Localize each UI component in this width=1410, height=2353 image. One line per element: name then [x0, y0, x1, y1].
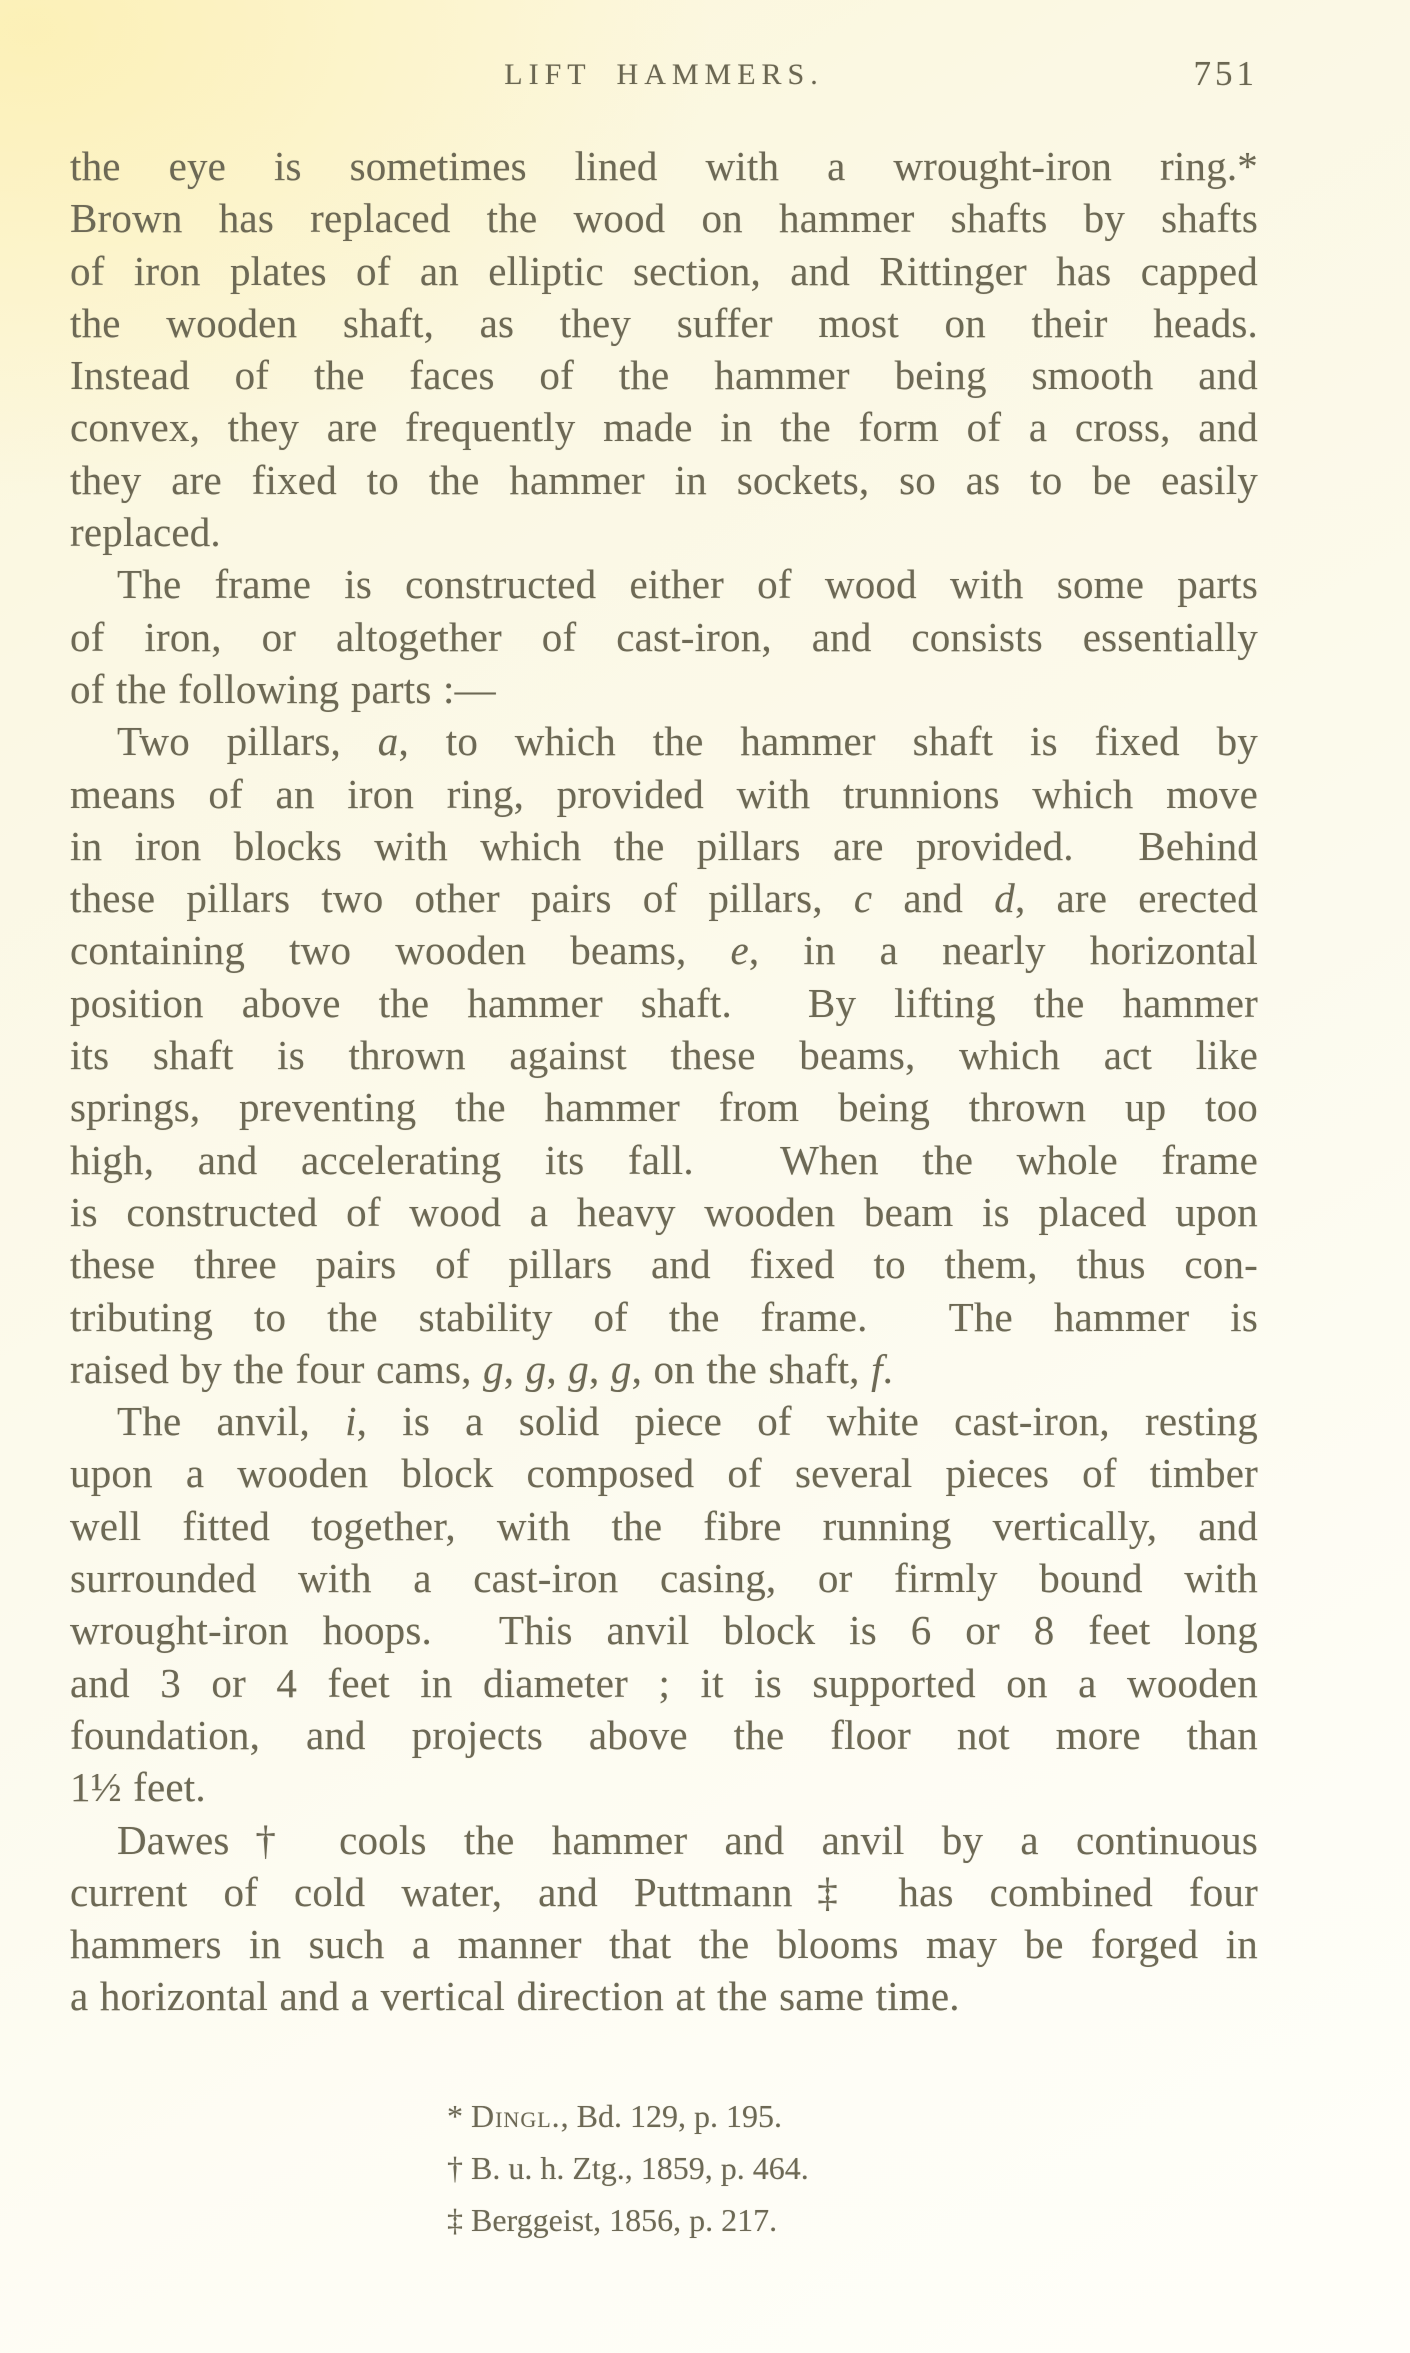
text-line: tributing to the stability of the frame. The hammer is: [70, 1293, 1258, 1340]
paragraph: [70, 715, 1258, 1395]
text-line: The frame is constructed either of wood with some parts: [117, 561, 1258, 608]
footnote-line: * Dingl., Bd. 129, p. 195.: [447, 2098, 782, 2134]
paragraph: [70, 558, 1258, 715]
text-line: these pillars two other pairs of pillars, c and d, are erected: [70, 875, 1259, 922]
text-line: they are fixed to the hammer in sockets, so as to be easily: [70, 456, 1258, 503]
text-line: upon a wooden block composed of several pieces of timber: [70, 1450, 1258, 1497]
text-line: of iron, or altogether of cast-iron, and consists essentially: [70, 613, 1258, 660]
text-line: of iron plates of an elliptic section, and Rittinger has capped: [70, 247, 1258, 294]
text-line: well fitted together, with the fibre running vertically, and: [70, 1502, 1258, 1549]
text-line: means of an iron ring, provided with trunnions which move: [70, 770, 1258, 817]
paragraph: [70, 140, 1258, 558]
text-line: foundation, and projects above the floor not more than: [70, 1711, 1258, 1758]
paragraph: [70, 1814, 1258, 2023]
text-line: replaced.: [70, 509, 221, 556]
text-line: 1½ feet.: [70, 1764, 206, 1811]
footnote-line: † B. u. h. Ztg., 1859, p. 464.: [447, 2150, 809, 2186]
text-line: high, and accelerating its fall. When the whole frame: [70, 1136, 1258, 1183]
text-line: containing two wooden beams, e, in a nearly horizontal: [70, 927, 1258, 974]
text-line: these three pairs of pillars and fixed to them, thus con-: [70, 1241, 1258, 1288]
text-line: surrounded with a cast-iron casing, or firmly bound with: [70, 1555, 1258, 1602]
text-line: wrought-iron hoops. This anvil block is 6 or 8 feet long: [70, 1607, 1258, 1654]
paragraph: [70, 1395, 1258, 1813]
text-line: in iron blocks with which the pillars are provided. Behind: [70, 822, 1258, 869]
text-line: Two pillars, a, to which the hammer shaft is fixed by: [117, 718, 1258, 765]
text-line: convex, they are frequently made in the form of a cross, and: [70, 404, 1258, 451]
text-line: a horizontal and a vertical direction at the same time.: [70, 1973, 960, 2020]
text-line: the wooden shaft, as they suffer most on their heads.: [70, 299, 1258, 346]
text-line: hammers in such a manner that the blooms may be forged in: [70, 1921, 1258, 1968]
page-heading: LIFT HAMMERS.: [504, 58, 824, 91]
text-line: current of cold water, and Puttmann‡ has combined four: [70, 1868, 1258, 1915]
text-line: Dawes† cools the hammer and anvil by a continuous: [117, 1816, 1258, 1863]
text-line: springs, preventing the hammer from being thrown up too: [70, 1084, 1258, 1131]
footnotes: [447, 2090, 809, 2246]
text-line: the eye is sometimes lined with a wrought-iron ring.*: [70, 143, 1258, 189]
page-number: 751: [1193, 54, 1258, 93]
text-line: its shaft is thrown against these beams, which act like: [70, 1032, 1258, 1079]
text-line: position above the hammer shaft. By lifting the hammer: [70, 979, 1258, 1026]
text-line: Brown has replaced the wood on hammer shafts by shafts: [70, 195, 1258, 242]
text-line: Instead of the faces of the hammer being smooth and: [70, 352, 1258, 399]
text-block: [70, 140, 1258, 2023]
running-header: [70, 54, 1258, 104]
footnote-line: ‡ Berggeist, 1856, p. 217.: [447, 2202, 778, 2238]
text-line: The anvil, i, is a solid piece of white cast-iron, resting: [117, 1398, 1258, 1445]
text-line: is constructed of wood a heavy wooden beam is placed upon: [70, 1188, 1258, 1235]
text-line: and 3 or 4 feet in diameter ; it is supported on a wooden: [70, 1659, 1258, 1706]
text-line: of the following parts :—: [70, 665, 496, 712]
text-line: raised by the four cams, g, g, g, g, on the shaft, f.: [70, 1345, 894, 1392]
